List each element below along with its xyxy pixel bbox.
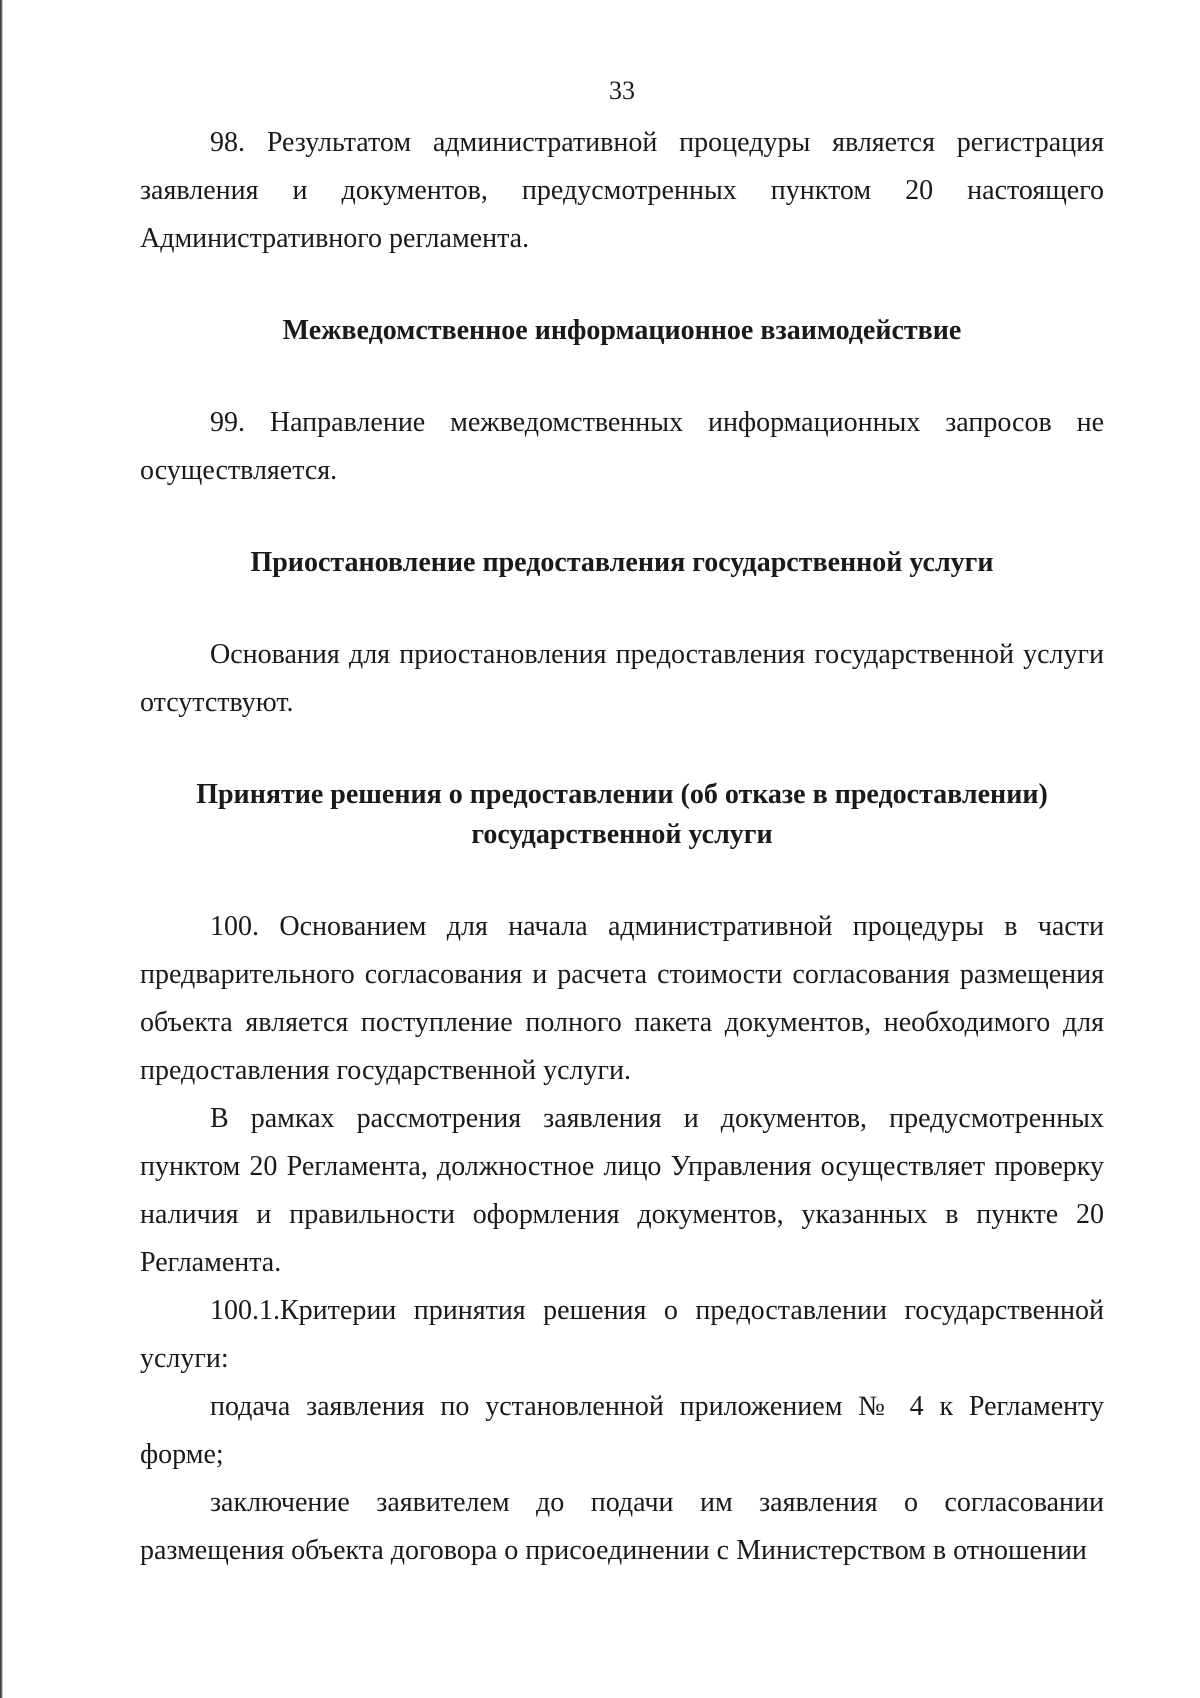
paragraph-contract: заключение заявителем до подачи им заявления о согласовании размещения объекта договора о присоединении с Министерством в отношении <box>140 1487 1104 1566</box>
heading-decision <box>140 775 1104 855</box>
paragraph-100-1: 100.1.Критерии принятия решения о предоставлении государственной услуги: <box>140 1295 1104 1374</box>
paragraph-98: 98. Результатом административной процедуры является регистрация заявления и документов, предусмотренных пунктом 20 настоящего Административного регламента. <box>140 127 1104 254</box>
page-number: 33 <box>609 76 635 105</box>
paragraph-99: 99. Направление межведомственных информационных запросов не осуществляется. <box>140 407 1104 486</box>
scan-edge-line <box>0 0 3 1698</box>
paragraph-suspension: Основания для приостановления предоставления государственной услуги отсутствуют. <box>140 639 1104 718</box>
heading-suspension: Приостановление предоставления государственной услуги <box>250 547 994 578</box>
heading-interagency: Межведомственное информационное взаимодействие <box>282 315 962 346</box>
paragraph-form: подача заявления по установленной приложением № 4 к Регламенту форме; <box>140 1391 1104 1470</box>
paragraph-100-review: В рамках рассмотрения заявления и документов, предусмотренных пунктом 20 Регламента, должностное лицо Управления осуществляет проверку наличия и правильности оформления документов, указанных в пункте 20 Регламента. <box>140 1103 1104 1278</box>
heading-decision-line1: Принятие решения о предоставлении (об отказе в предоставлении) <box>196 779 1048 810</box>
paragraph-100: 100. Основанием для начала административной процедуры в части предварительного согласования и расчета стоимости согласования размещения объекта является поступление полного пакета документов, необходимого для предоставления государственной услуги. <box>140 911 1104 1086</box>
document-page <box>140 66 1104 1575</box>
heading-decision-line2: государственной услуги <box>471 819 773 850</box>
